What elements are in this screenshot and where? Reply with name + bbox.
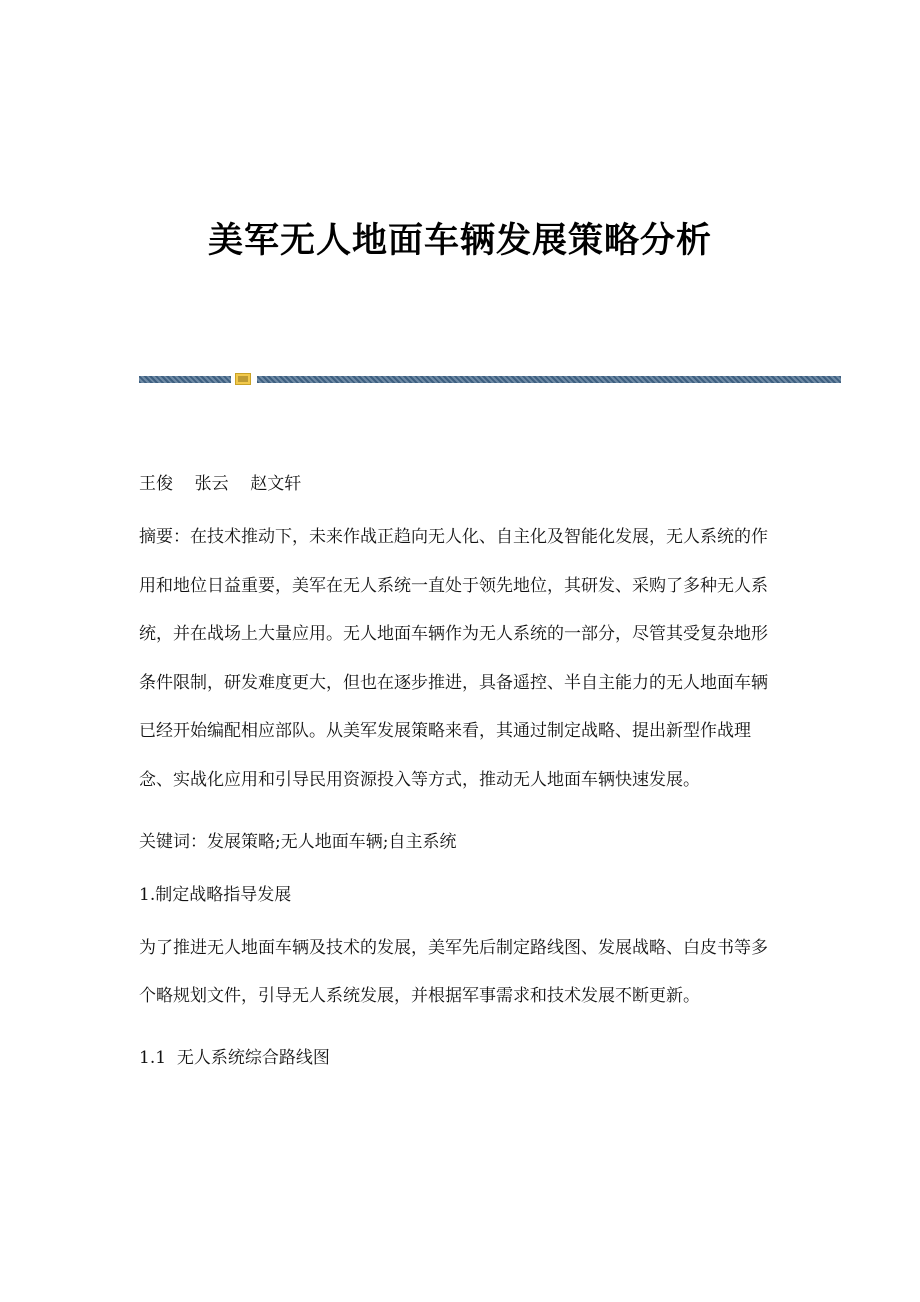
document-title: 美军无人地面车辆发展策略分析 (207, 220, 712, 261)
divider-bar-left (139, 376, 231, 383)
section-paragraph: 为了推进无人地面车辆及技术的发展，美军先后制定路线图、发展战略、白皮书等多个略规划文件，引导无人系统发展，并根据军事需求和技术发展不断更新。 (139, 937, 768, 1007)
keywords-line: 关键词：发展策略;无人地面车辆;自主系统 (139, 831, 457, 852)
abstract-paragraph: 摘要：在技术推动下，未来作战正趋向无人化、自主化及智能化发展，无人系统的作用和地位日益重要，美军在无人系统一直处于领先地位，其研发、采购了多种无人系统，并在战场上大量应用。无人地面车辆作为无人系统的一部分，尽管其受复杂地形条件限制，研发难度更大，但也在逐步推进，具备遥控、半自主能力的无人地面车辆已经开始编配相应部队。从美军发展策略来看，其通过制定战略、提出新型作战理念、实战化应用和引导民用资源投入等方式，推动无人地面车辆快速发展。 (139, 527, 768, 790)
divider-bar-right (257, 376, 841, 383)
author-list: 王俊 张云 赵文轩 (139, 474, 302, 494)
section-heading: 1.制定战略指导发展 (139, 884, 292, 905)
divider-ornament-icon (235, 373, 251, 385)
document-body (139, 468, 779, 1095)
title-divider (139, 373, 841, 385)
subsection-heading: 1.1 无人系统综合路线图 (139, 1047, 330, 1068)
